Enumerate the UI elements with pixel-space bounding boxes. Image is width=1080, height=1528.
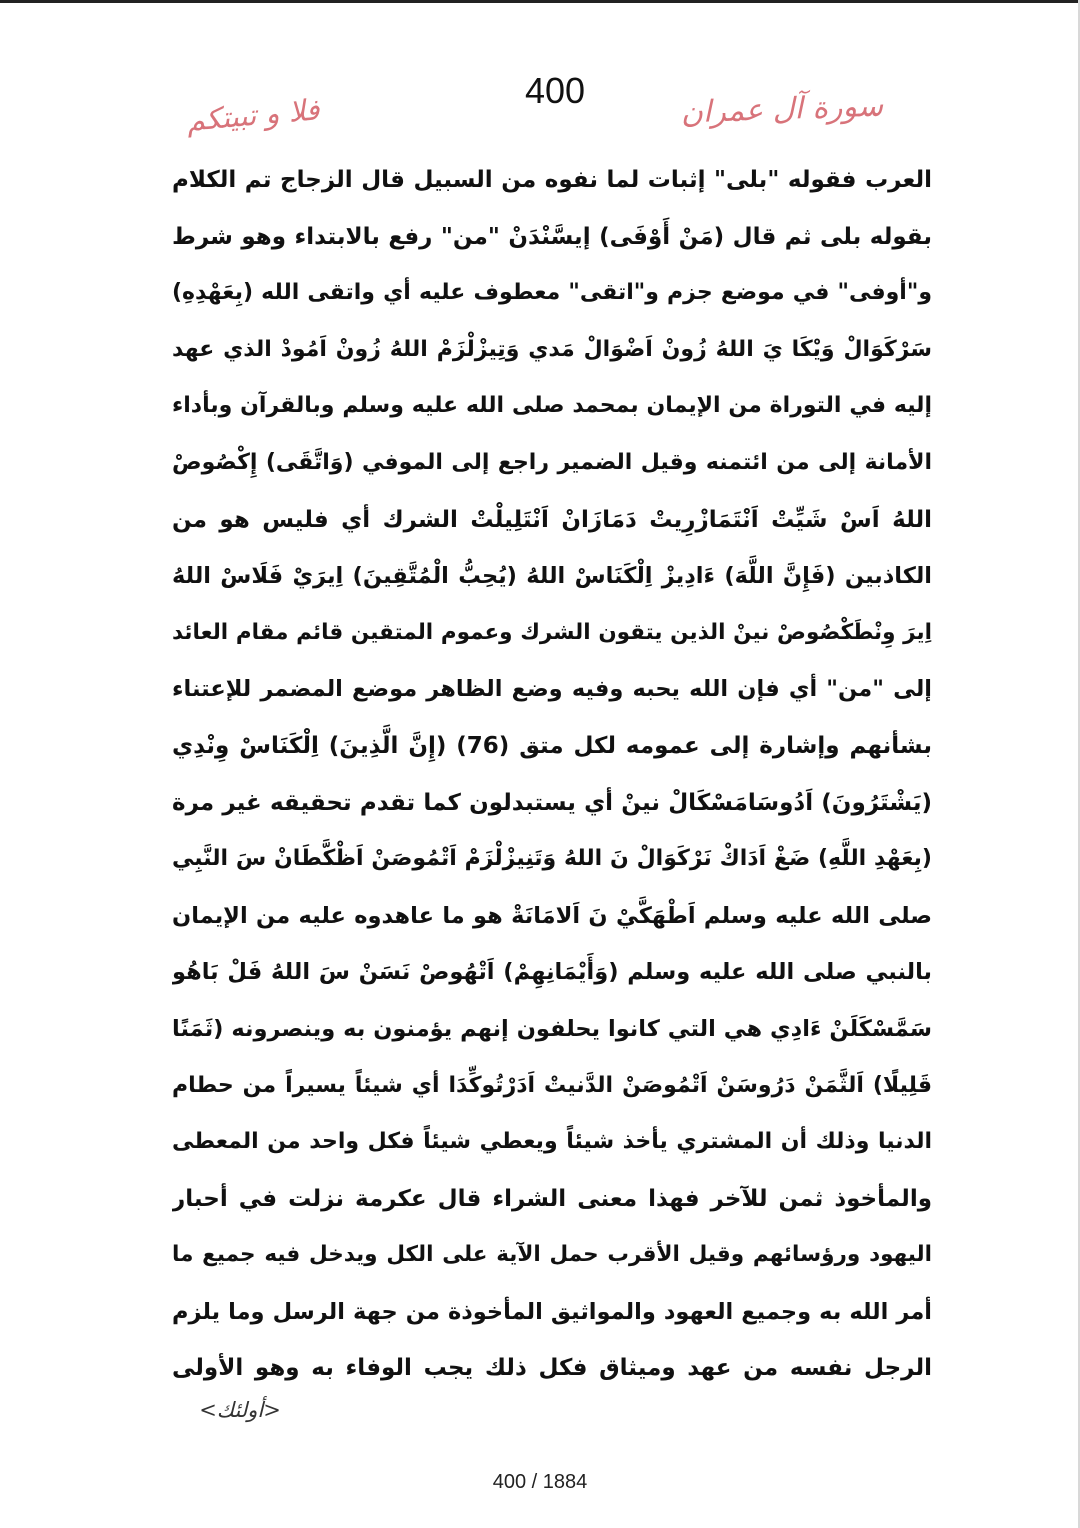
text-line: قَلِيلًا) اَلثَّمَنْ دَرُوسَنْ اَتْمُوصَنْ الدَّنيتْ اَدَرْتُوكِّدَا أي شيئاً يسيراً من حطام <box>172 1072 932 1098</box>
text-line: بالنبي صلى الله عليه وسلم (وَأَيْمَانِهِمْ) اَتْهُوصْ نَسَنْ سَ اللهُ فَلْ بَاهُو <box>172 959 932 986</box>
text-line: إلى "من" أي فإن الله يحبه وفيه وضع الظاهر موضع المضمر للإعتناء <box>172 676 932 703</box>
text-line: صلى الله عليه وسلم اَطْهَكَّيْ نَ اَلامَانَةْ هو ما عاهدوه عليه من الإيمان <box>172 902 932 929</box>
tafsir-body-text <box>172 152 932 1397</box>
text-line: سَرْكَوَالْ وَيْكَا يَ اللهُ زُونْ اَضْوَالْ مَدي وَتِيزْلْزَمْ اللهُ زُونْ اَمُودْ الذي عهد <box>172 336 932 362</box>
text-line: والمأخوذ ثمن للآخر فهذا معنى الشراء قال عكرمة نزلت في أحبار <box>172 1185 932 1212</box>
text-line: أمر الله به وجميع العهود والمواثيق المأخوذة من جهة الرسل وما يلزم <box>172 1298 932 1325</box>
page-top-edge <box>0 0 1080 3</box>
text-line: و"أوفى" في موضع جزم و"اتقى" معطوف عليه أي واتقى الله (بِعَهْدِهِ) <box>172 280 932 306</box>
handwritten-catchword: <أولئك> <box>199 1398 281 1422</box>
text-line: العرب فقوله "بلى" إثبات لما نفوه من السبيل قال الزجاج تم الكلام <box>172 167 932 193</box>
text-line: الكاذبين (فَإِنَّ اللَّهَ) ءَادِيزْ اِلْكَنَاسْ اللهُ (يُحِبُّ الْمُتَّقِينَ) اِيرَيْ فَلَاسْ اللهُ <box>172 563 932 590</box>
text-line: إليه في التوراة من الإيمان بمحمد صلى الله عليه وسلم وبالقرآن وبأداء <box>172 393 932 419</box>
text-line: الدنيا وذلك أن المشتري يأخذ شيئاً ويعطي شيئاً فكل واحد من المعطى <box>172 1129 932 1155</box>
text-line: بشأنهم وإشارة إلى عمومه لكل متق (76) (إِنَّ الَّذِينَ) اِلْكَنَاسْ وِنْدِي <box>172 732 932 759</box>
text-line: الرجل نفسه من عهد وميثاق فكل ذلك يجب الوفاء به وهو الأولى <box>172 1355 932 1382</box>
text-line: الأمانة إلى من ائتمنه وقيل الضمير راجع إلى الموفي (وَاتَّقَى) إِكْصُوصْ <box>172 449 932 475</box>
text-line: اِيرَ وِنْطَكْصُوصْ نينْ الذين يتقون الشرك وعموم المتقين قائم مقام العائد <box>172 619 932 645</box>
text-line: اليهود ورؤسائهم وقيل الأقرب حمل الآية على الكل ويدخل فيه جميع ما <box>172 1242 932 1268</box>
text-line: سَمَّسْكَلَنْ ءَادِي هي التي كانوا يحلفون إنهم يؤمنون به وينصرونه (ثَمَنًا <box>172 1015 932 1042</box>
text-line: اللهُ اَسْ شَيِّتْ اَنْتَمَازْرِيتْ دَمَازَانْ اَنْتَلِيلْتْ الشرك أي فليس هو من <box>172 506 932 533</box>
handwritten-verse-marker: فلا و تبيتكم <box>185 92 321 138</box>
page-number: 400 <box>524 70 586 111</box>
handwritten-surah-name: سورة آل عمران <box>680 88 884 131</box>
page-counter: 400 / 1884 <box>492 1471 588 1493</box>
text-line: بقوله بلى ثم قال (مَنْ أَوْفَى) إيسَّنْدَنْ "من" رفع بالابتداء وهو شرط <box>172 223 932 250</box>
text-line: (بِعَهْدِ اللَّهِ) ضَغْ اَدَاكْ نَرْكَوَالْ نَ اللهُ وَتَنِيزْلْزَمْ اَتْمُوصَنْ اَظْكَّطَانْ سَ النَّبِي <box>172 846 932 872</box>
text-line: (يَشْتَرُونَ) اَدُوسَامَسْكَالْ نينْ أي يستبدلون كما تقدم تحقيقه غير مرة <box>172 789 932 816</box>
